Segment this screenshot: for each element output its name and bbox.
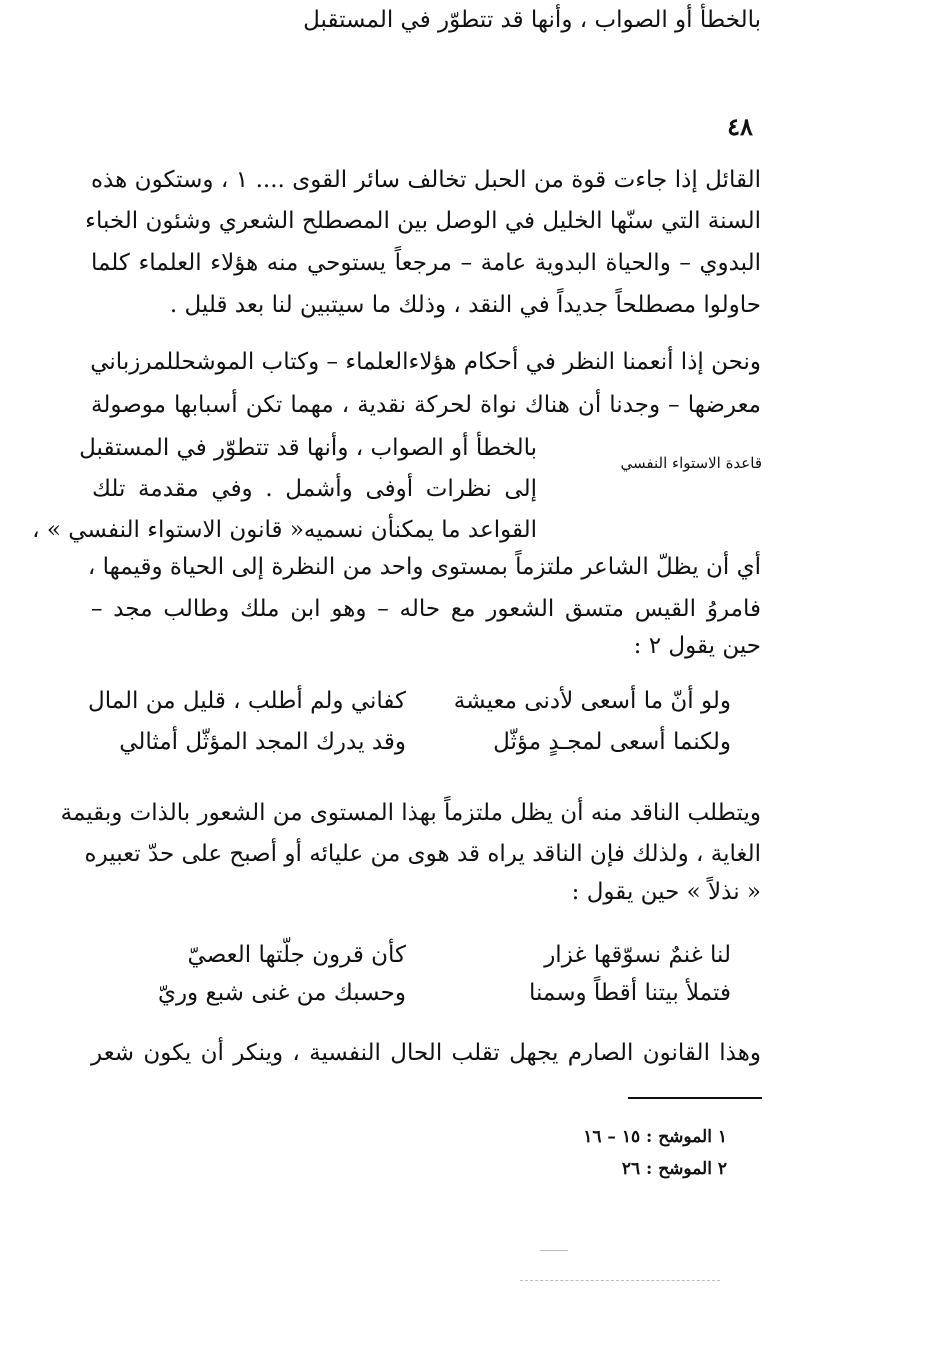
scan-mark	[540, 1250, 568, 1251]
verse-second-hemistich: كأن قرون جلّتها العصيّ	[187, 942, 406, 968]
body-line: معرضها – وجدنا أن هناك نواة لحركة نقدية ، مهما تكن أسبابها موصولة	[91, 392, 761, 418]
verse-second-hemistich: كفاني ولم أطلب ، قليل من المال	[88, 688, 406, 714]
footnote: ١ الموشح : ١٥ – ١٦	[583, 1127, 727, 1147]
verse-row	[121, 721, 761, 763]
verse-first-hemistich: ولو أنّ ما أسعى لأدنى معيشة	[453, 688, 731, 714]
body-line: ونحن إذا أنعمنا النظر في أحكام هؤلاءالعلماء – وكتاب الموشحللمرزباني	[90, 349, 761, 375]
body-line: فامروُ القيس متسق الشعور مع حاله – وهو ابن ملك وطالب مجد –	[91, 596, 761, 622]
verse-first-hemistich: لنا غنمٌ نسوّقها غزار	[544, 942, 731, 968]
footnote: ٢ الموشح : ٢٦	[621, 1159, 727, 1179]
verse-row	[121, 934, 761, 976]
verse-row	[121, 972, 761, 1014]
body-line: القواعد ما يمكنأن نسميه« قانون الاستواء النفسي » ،	[32, 517, 537, 543]
body-line: القائل إذا جاءت قوة من الحبل تخالف سائر القوى .... ١ ، وستكون هذه	[91, 167, 762, 193]
verse-first-hemistich: ولكنما أسعى لمجـدٍ مؤثّل	[493, 729, 731, 755]
verse-second-hemistich: وقد يدرك المجد المؤثّل أمثالي	[119, 729, 406, 755]
verse-row	[88, 680, 761, 722]
body-line: حاولوا مصطلحاً جديداً في النقد ، وذلك ما سيتبين لنا بعد قليل .	[169, 292, 761, 318]
body-line: وهذا القانون الصارم يجهل تقلب الحال النفسية ، وينكر أن يكون شعر	[91, 1040, 761, 1066]
margin-note: قاعدة الاستواء النفسي	[620, 454, 762, 472]
body-line: إلى نظرات أوفى وأشمل . وفي مقدمة تلك	[92, 476, 537, 502]
body-line: « نذلاً » حين يقول :	[571, 879, 761, 905]
body-line: البدوي – والحياة البدوية عامة – مرجعاً يستوحي منه هؤلاء العلماء كلما	[91, 250, 761, 276]
footnote-rule	[628, 1097, 762, 1099]
body-line: بالخطأ أو الصواب ، وأنها قد تتطوّر في المستقبل	[79, 435, 537, 461]
body-line: الغاية ، ولذلك فإن الناقد يراه قد هوى من عليائه أو أصبح على حدّ تعبيره	[84, 841, 761, 867]
verse-second-hemistich: وحسبك من غنى شبع وريّ	[157, 980, 406, 1006]
page-number: ٤٨	[727, 112, 753, 141]
body-line: أي أن يظلّ الشاعر ملتزماً بمستوى واحد من النظرة إلى الحياة وقيمها ،	[87, 554, 761, 580]
verse-first-hemistich: فتملأ بيتنا أقطاً وسمنا	[528, 980, 731, 1006]
body-line: السنة التي سنّها الخليل في الوصل بين المصطلح الشعري وشئون الخباء	[85, 208, 761, 234]
scan-mark	[520, 1280, 720, 1281]
body-line: حين يقول ٢ :	[633, 633, 761, 659]
body-line: ويتطلب الناقد منه أن يظل ملتزماً بهذا المستوى من الشعور بالذات وبقيمة	[60, 800, 761, 826]
